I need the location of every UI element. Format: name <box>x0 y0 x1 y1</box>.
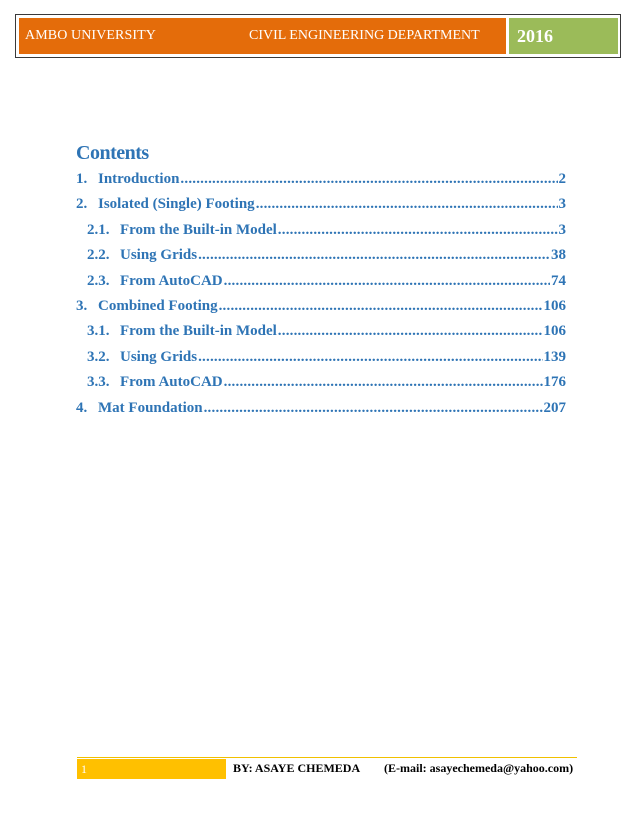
toc-entry[interactable] <box>76 294 566 319</box>
toc-entry-text: From the Built-in Model <box>120 221 277 238</box>
toc-entry-page: 207 <box>543 399 566 416</box>
toc-entry-number: 3.2. <box>87 348 110 365</box>
toc-entry-text: From the Built-in Model <box>120 323 277 340</box>
header-department: CIVIL ENGINEERING DEPARTMENT <box>249 28 480 43</box>
toc-entry-number: 3. <box>76 297 88 314</box>
toc-entry-number: 2.1. <box>87 221 110 238</box>
toc-entry-text: Introduction <box>98 171 180 187</box>
toc-entry-page: 139 <box>543 348 566 365</box>
toc-entry-text: From AutoCAD <box>120 374 223 391</box>
toc-entry-page: 74 <box>551 272 566 289</box>
toc-entry-text: Mat Foundation <box>98 399 203 416</box>
toc-leader-dots <box>224 269 550 294</box>
toc-entry-number: 2.3. <box>87 272 110 289</box>
toc-leader-dots <box>256 192 558 217</box>
header-university: AMBO UNIVERSITY <box>25 28 156 43</box>
toc-entry-page: 3 <box>558 196 566 213</box>
toc-entry[interactable] <box>76 370 566 395</box>
toc-entry-text: Combined Footing <box>98 297 218 314</box>
footer-divider <box>77 757 577 758</box>
toc-entry-number: 4. <box>76 399 88 416</box>
toc-entry[interactable] <box>76 192 566 217</box>
toc-entry-text: From AutoCAD <box>120 272 223 289</box>
header-bar <box>19 18 506 54</box>
toc-entry-page: 38 <box>551 247 566 264</box>
toc-leader-dots <box>278 319 543 344</box>
toc-entry-text: Using Grids <box>120 348 198 365</box>
toc-entry[interactable] <box>76 319 566 344</box>
footer-page-number: 1 <box>77 759 226 779</box>
toc-leader-dots <box>180 167 557 192</box>
toc-entry-page: 176 <box>543 374 566 391</box>
toc-entry[interactable] <box>76 345 566 370</box>
toc-leader-dots <box>219 294 543 319</box>
toc-entry-number: 3.3. <box>87 374 110 391</box>
toc-entry-number: 2. <box>76 196 88 213</box>
toc-entry-page: 106 <box>543 297 566 314</box>
toc-leader-dots <box>224 370 543 395</box>
toc-entry-text: Using Grids <box>120 247 198 264</box>
toc-entry-text: Isolated (Single) Footing <box>98 196 255 213</box>
toc-entry-page: 2 <box>558 171 566 187</box>
toc-entry[interactable] <box>76 167 566 192</box>
toc-title: Contents <box>76 142 149 164</box>
toc-leader-dots <box>198 243 550 268</box>
toc-entry-number: 1. <box>76 171 88 187</box>
toc-leader-dots <box>278 218 558 243</box>
toc-entry-page: 106 <box>543 323 566 340</box>
footer-email: (E-mail: asayechemeda@yahoo.com) <box>384 761 574 775</box>
footer-author: BY: ASAYE CHEMEDA <box>233 761 361 775</box>
toc-entry-number: 3.1. <box>87 323 110 340</box>
toc-entry[interactable] <box>76 218 566 243</box>
toc-leader-dots <box>204 396 543 421</box>
toc-entry[interactable] <box>76 269 566 294</box>
toc-entry-number: 2.2. <box>87 247 110 264</box>
table-of-contents <box>76 142 566 421</box>
toc-leader-dots <box>198 345 542 370</box>
header-year: 2016 <box>509 18 618 54</box>
toc-entry[interactable] <box>76 396 566 421</box>
toc-entry[interactable] <box>76 243 566 268</box>
toc-entry-page: 3 <box>558 221 566 238</box>
